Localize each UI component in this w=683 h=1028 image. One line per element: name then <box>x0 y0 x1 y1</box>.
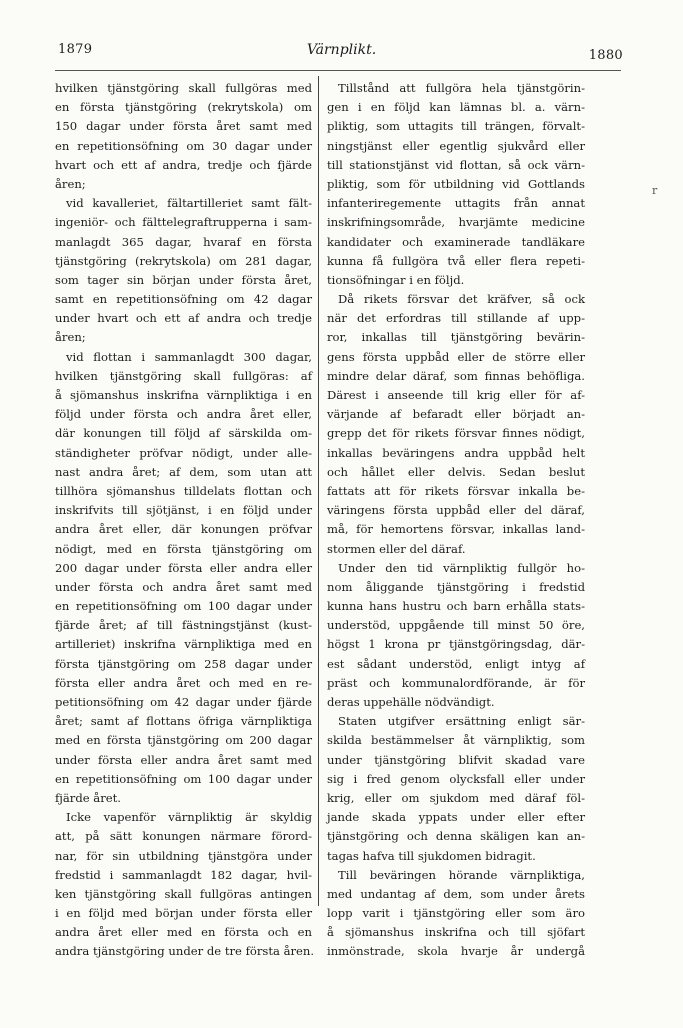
text-line: ständigheter pröfvar nödigt, under alle- <box>55 445 312 460</box>
text-line: till stationstjänst vid flottan, så ock värn- <box>327 157 585 172</box>
text-line: en första tjänstgöring (rekrytskola) om <box>55 100 312 115</box>
text-line: ingeniör- och fälttelegraftrupperna i sam- <box>55 215 312 230</box>
text-line: en repetitionsöfning om 30 dagar under <box>55 138 312 153</box>
text-line: Icke vapenför värnpliktig är skyldig <box>66 810 312 825</box>
text-line: må, för hemortens försvar, inkallas land- <box>327 522 585 537</box>
text-line: i en följd med början under första eller <box>55 906 312 921</box>
text-line: nödigt, med en första tjänstgöring om <box>55 541 312 556</box>
text-line: kandidater och examinerade tandläkare <box>327 234 585 249</box>
text-line: tionsöfningar i en följd. <box>327 272 465 287</box>
text-line: grepp det för rikets försvar finnes nödigt, <box>327 426 585 441</box>
text-line: inskrifvits till sjötjänst, i en följd under <box>55 503 312 518</box>
text-line: infanteriregemente uttagits från annat <box>327 196 585 211</box>
text-line: första eller andra året och med en re- <box>55 675 312 690</box>
text-line: deras uppehälle nödvändigt. <box>327 695 495 709</box>
text-line: inmönstrade, skola hvarje år undergå <box>327 944 585 959</box>
text-line: samt en repetitionsöfning om 42 dagar <box>55 292 312 307</box>
text-line: en repetitionsöfning om 100 dagar under <box>55 599 312 614</box>
text-line: hvilken tjänstgöring skall fullgöras med <box>55 81 312 95</box>
text-line: att, på sätt konungen närmare förord- <box>55 829 312 844</box>
right-column <box>327 79 585 962</box>
text-line: Därest i anseende till krig eller för af- <box>327 388 585 402</box>
text-line: gens första uppbåd eller de större eller <box>327 349 585 364</box>
text-line: lopp varit i tjänstgöring eller som äro <box>327 906 585 921</box>
running-title: Värnplikt. <box>306 42 377 58</box>
text-line: å sjömanshus inskrifna och till sjöfart <box>327 925 585 940</box>
text-line: tillhöra sjömanshus tilldelats flottan och <box>55 483 312 498</box>
text-line: hvart och ett af andra, tredje och fjärde <box>55 157 312 172</box>
text-line: fattats att för rikets försvar inkalla be- <box>327 483 585 498</box>
text-line: åren; <box>55 176 86 191</box>
text-line: ror, inkallas till tjänstgöring bevärin- <box>327 330 585 345</box>
text-line: ningstjänst eller egentlig sjukvård eller <box>327 138 585 153</box>
text-line: under tjänstgöring blifvit skadad vare <box>327 752 585 767</box>
column-divider <box>318 76 319 906</box>
text-line: nast andra året; af dem, som utan att <box>55 464 312 479</box>
text-line: å sjömanshus inskrifna värnpliktiga i en <box>55 388 312 402</box>
text-line: mindre delar däraf, som finnas behöfliga. <box>327 368 585 383</box>
text-line: åren; <box>55 330 86 345</box>
text-line: som tager sin början under första året, <box>55 272 312 287</box>
text-line: ken tjänstgöring skall fullgöras antingen <box>55 886 312 901</box>
text-line: Tillstånd att fullgöra hela tjänstgörin- <box>338 81 585 95</box>
page-number-left: 1879 <box>58 42 93 57</box>
text-line: tjänstgöring (rekrytskola) om 281 dagar, <box>55 253 312 268</box>
text-line: manlagdt 365 dagar, hvaraf en första <box>55 234 312 249</box>
text-line: vid kavalleriet, fältartilleriet samt fält- <box>66 196 312 211</box>
text-line: vid flottan i sammanlagdt 300 dagar, <box>66 349 312 364</box>
text-line: under första och andra året samt med <box>55 579 312 594</box>
text-line: präst och kommunalordförande, är för <box>327 675 585 690</box>
text-line: 200 dagar under första eller andra eller <box>55 560 312 575</box>
text-line: med undantag af dem, som under årets <box>327 886 585 901</box>
text-line: nar, för sin utbildning tjänstgöra under <box>55 848 312 863</box>
text-line: fjärde året; af till fästningstjänst (kust- <box>55 618 312 633</box>
text-line: kunna hans hustru och barn erhålla stats- <box>327 599 585 614</box>
text-line: andra året eller med en första och en <box>55 925 312 940</box>
text-line: Till beväringen hörande värnpliktiga, <box>338 867 585 882</box>
text-line: gen i en följd kan lämnas bl. a. värn- <box>327 100 585 115</box>
text-line: Staten utgifver ersättning enligt sär- <box>338 714 585 729</box>
text-line: andra året eller, där konungen pröfvar <box>55 522 312 537</box>
text-line: högst 1 krona pr tjänstgöringsdag, där- <box>327 637 585 652</box>
text-line: andra tjänstgöring under de tre första åren. <box>55 944 315 959</box>
text-line: pliktig, som uttagits till trängen, förvalt- <box>327 119 585 134</box>
margin-mark: r <box>652 184 658 197</box>
text-line: sig i fred genom olycksfall eller under <box>327 771 585 786</box>
text-line: en repetitionsöfning om 100 dagar under <box>55 771 312 786</box>
text-line: under första eller andra året samt med <box>55 752 312 767</box>
text-line: kunna få fullgöra två eller flera repeti- <box>327 253 585 268</box>
text-line: tagas hafva till sjukdomen bidragit. <box>327 848 536 863</box>
text-line: året; samt af flottans öfriga värnpliktiga <box>55 714 312 729</box>
text-line: första tjänstgöring om 258 dagar under <box>55 656 312 671</box>
text-line: 150 dagar under första året samt med <box>55 119 312 134</box>
text-line: inkallas beväringens andra uppbåd helt <box>327 445 585 460</box>
text-line: där konungen till följd af särskilda om- <box>55 426 312 441</box>
text-line: inskrifningsområde, hvarjämte medicine <box>327 215 585 230</box>
left-column <box>55 79 315 962</box>
page-header <box>0 42 683 66</box>
text-line: jande skada yppats under eller efter <box>327 810 585 825</box>
text-line: skilda bestämmelser åt värnpliktig, som <box>327 733 585 748</box>
text-line: hvilken tjänstgöring skall fullgöras: af <box>55 368 312 383</box>
text-line: när det erfordras till stillande af upp- <box>327 311 585 326</box>
text-line: Under den tid värnpliktig fullgör ho- <box>338 560 585 575</box>
text-line: nom åliggande tjänstgöring i fredstid <box>327 579 585 594</box>
text-line: under hvart och ett af andra och tredje <box>55 311 312 326</box>
text-line: tjänstgöring och denna skäligen kan an- <box>327 829 585 844</box>
text-line: stormen eller del däraf. <box>327 541 466 556</box>
text-line: väringens första uppbåd eller del däraf, <box>327 503 585 518</box>
text-line: est sådant understöd, enligt intyg af <box>327 656 585 671</box>
text-line: med en första tjänstgöring om 200 dagar <box>55 733 312 748</box>
text-line: artilleriet) inskrifna värnpliktiga med en <box>55 637 312 652</box>
text-line: och hållet eller delvis. Sedan beslut <box>327 464 585 479</box>
text-line: följd under första och andra året eller, <box>55 407 312 422</box>
text-line: krig, eller om sjukdom med däraf föl- <box>327 790 585 805</box>
text-line: pliktig, som för utbildning vid Gottlands <box>327 176 585 191</box>
header-rule <box>55 70 621 71</box>
text-line: petitionsöfning om 42 dagar under fjärde <box>55 695 312 709</box>
text-line: Då rikets försvar det kräfver, så ock <box>338 292 585 307</box>
page-number-right: 1880 <box>588 48 623 63</box>
text-line: fredstid i sammanlagdt 182 dagar, hvil- <box>55 867 312 882</box>
text-line: fjärde året. <box>55 790 121 805</box>
text-line: värjande af befaradt eller börjadt an- <box>327 407 585 422</box>
text-line: understöd, uppgående till minst 50 öre, <box>327 618 585 633</box>
